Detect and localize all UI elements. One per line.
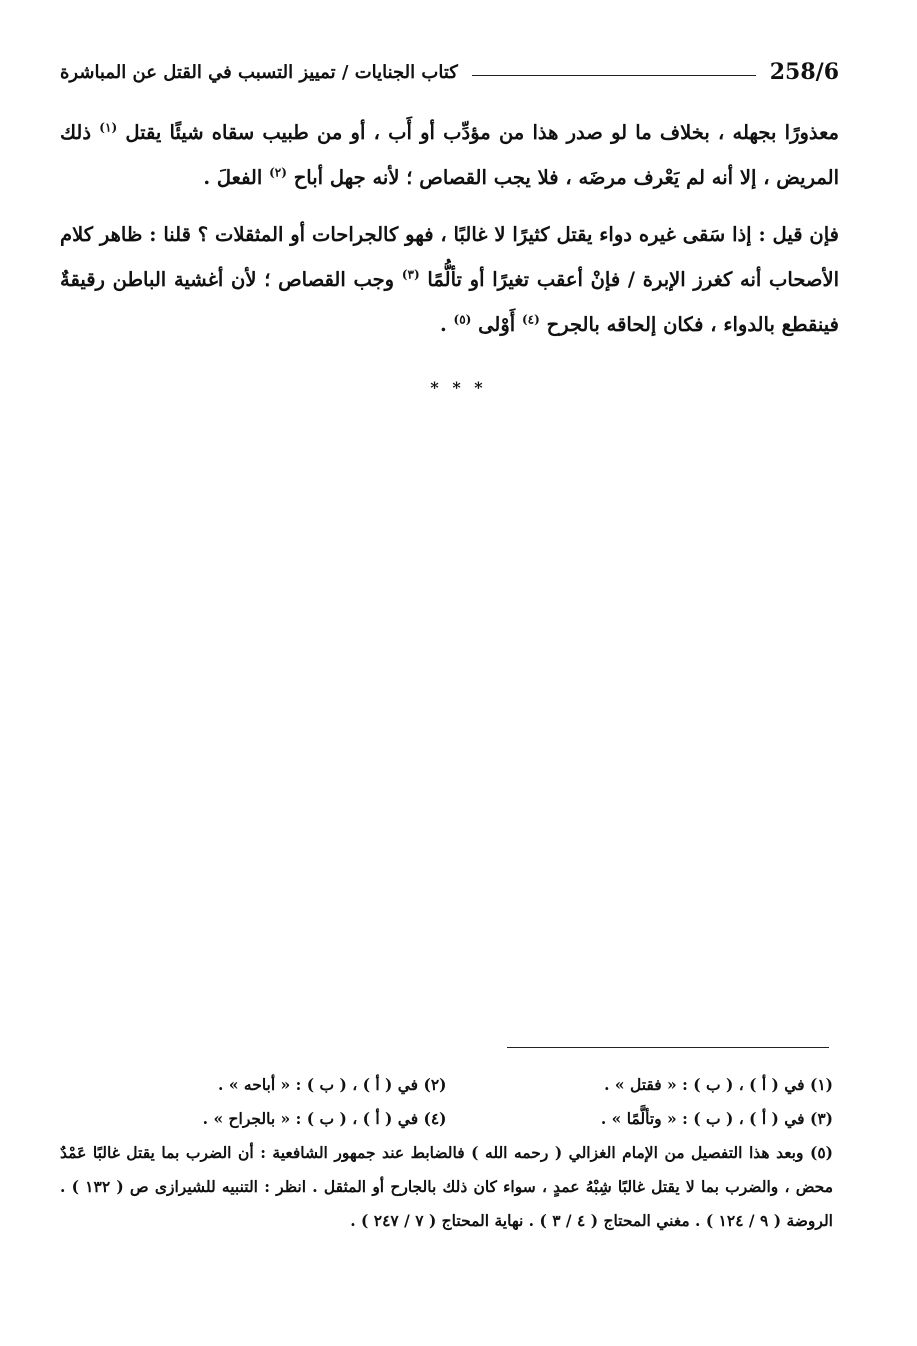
section-separator: * * *	[430, 378, 487, 397]
footnote-3: (٣) في ( أ ) ، ( ب ) : « وتألَّمًا » .	[600, 1109, 833, 1128]
footnote-ref-1: (١)	[99, 120, 118, 135]
main-text	[60, 110, 839, 347]
text-run: معذورًا بجهله ، بخلاف ما لو صدر هذا من مؤدِّب أو أَب ، أو من طبيب سقاه شيئًا يقتل	[125, 121, 840, 144]
text-run: الباطن رقيقةٌ فينقطع بالدواء ، فكان إلحاقه بالجرح	[60, 268, 839, 336]
running-head	[60, 52, 839, 92]
footnote-row	[60, 1102, 833, 1136]
header-rule	[472, 75, 756, 76]
text-run: أَوْلى	[478, 313, 516, 336]
footnote-ref-5: (٥)	[453, 312, 472, 327]
text-run: .	[439, 313, 447, 336]
footnote-ref-3: (٣)	[401, 267, 420, 282]
text-run: ذلك المريض ، إلا أنه لم يَعْرف مرضَه ، فلا يجب القصاص ؛ لأنه جهل أباح	[60, 121, 839, 189]
paragraph-1	[60, 110, 839, 200]
paragraph-2	[60, 212, 839, 347]
page-number: 258/6	[769, 59, 839, 85]
footnote-ref-2: (٢)	[269, 165, 287, 180]
footnote-rule	[507, 1047, 829, 1048]
footnote-5: (٥) وبعد هذا التفصيل من الإمام الغزالي ( رحمه الله ) فالضابط عند جمهور الشافعية : أن الضرب بما يقتل غالبًا عَمْدٌ محض ، والضرب بما لا يقتل غالبًا شِبْهُ عمدٍ ، سواء كان ذلك بالجارح أو المثقل . انظر : التنبيه للشيرازى ص ( ١٣٢ ) . الروضة ( ٩ / ١٢٤ ) . مغني المحتاج ( ٤ / ٣ ) . نهاية المحتاج ( ٧ / ٢٤٧ ) .	[60, 1143, 833, 1230]
footnote-4: (٤) في ( أ ) ، ( ب ) : « بالجراح » .	[202, 1109, 447, 1128]
footnotes	[60, 1068, 833, 1238]
text-run: الفعلَ .	[203, 166, 263, 189]
footnote-row	[60, 1068, 833, 1102]
text-run: ظاهر كلام الأصحاب أنه كغرز الإبرة / فإنْ أعقب تغيرًا أو تألُّمًا	[60, 223, 840, 291]
text-run: فإن قيل : إذا سَقى غيره دواء يقتل كثيرًا لا غالبًا ، فهو كالجراحات أو المثقلات ؟ قلنا :	[149, 223, 839, 246]
footnote-1: (١) في ( أ ) ، ( ب ) : « فقتل » .	[604, 1075, 833, 1094]
running-title: كتاب الجنايات / تمييز التسبب في القتل عن المباشرة	[60, 61, 458, 83]
footnote-2: (٢) في ( أ ) ، ( ب ) : « أباحه » .	[218, 1075, 447, 1094]
footnote-ref-4: (٤)	[521, 312, 540, 327]
text-run: وجب القصاص ؛ لأن أغشية	[173, 268, 395, 291]
